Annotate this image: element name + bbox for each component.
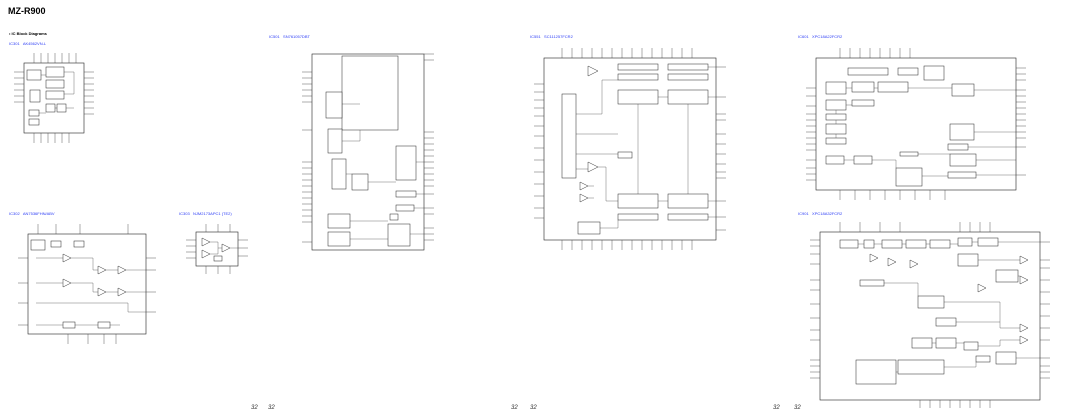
ic601-part: XPC18A22FCR2 (812, 34, 843, 39)
ic303-block-diagram (180, 222, 260, 277)
ic302-ref: IC302 (9, 211, 20, 216)
page-model-title: MZ-R900 (8, 6, 46, 16)
ic302-part: AN7536FHN/ABV (22, 211, 55, 216)
ic551-title (530, 34, 573, 39)
ic501-title (269, 34, 310, 39)
ic901-title (798, 211, 842, 216)
ic301-part: AK4562VN-L (22, 41, 47, 46)
page-number-3b: 32 (794, 405, 801, 411)
ic901-block-diagram (800, 220, 1070, 410)
ic301-ref: IC301 (9, 41, 20, 46)
section-heading: • IC Block Diagrams (9, 31, 47, 36)
ic301-title (9, 41, 46, 46)
ic551-block-diagram (532, 44, 732, 254)
ic501-part: SN761057DBT (283, 34, 310, 39)
page-number-3a: 32 (773, 405, 780, 411)
page-number-1b: 32 (268, 405, 275, 411)
ic601-title (798, 34, 842, 39)
ic901-ref: IC901 (798, 211, 809, 216)
ic501-ref: IC501 (269, 34, 280, 39)
ic601-ref: IC601 (798, 34, 809, 39)
ic301-block-diagram (8, 50, 103, 150)
page-number-1a: 32 (251, 405, 258, 411)
ic551-ref: IC551 (530, 34, 541, 39)
ic303-part: NJM2173APC1 (TE2) (193, 211, 232, 216)
ic303-title (179, 211, 232, 216)
ic601-block-diagram (800, 44, 1050, 209)
ic302-block-diagram (8, 222, 168, 352)
ic501-block-diagram (270, 44, 450, 259)
ic303-ref: IC303 (179, 211, 190, 216)
ic302-title (9, 211, 55, 216)
ic901-part: XPC18A32FCR2 (812, 211, 843, 216)
page-number-2a: 32 (511, 405, 518, 411)
page-number-2b: 32 (530, 405, 537, 411)
ic551-part: SC111257FCR2 (544, 34, 573, 39)
